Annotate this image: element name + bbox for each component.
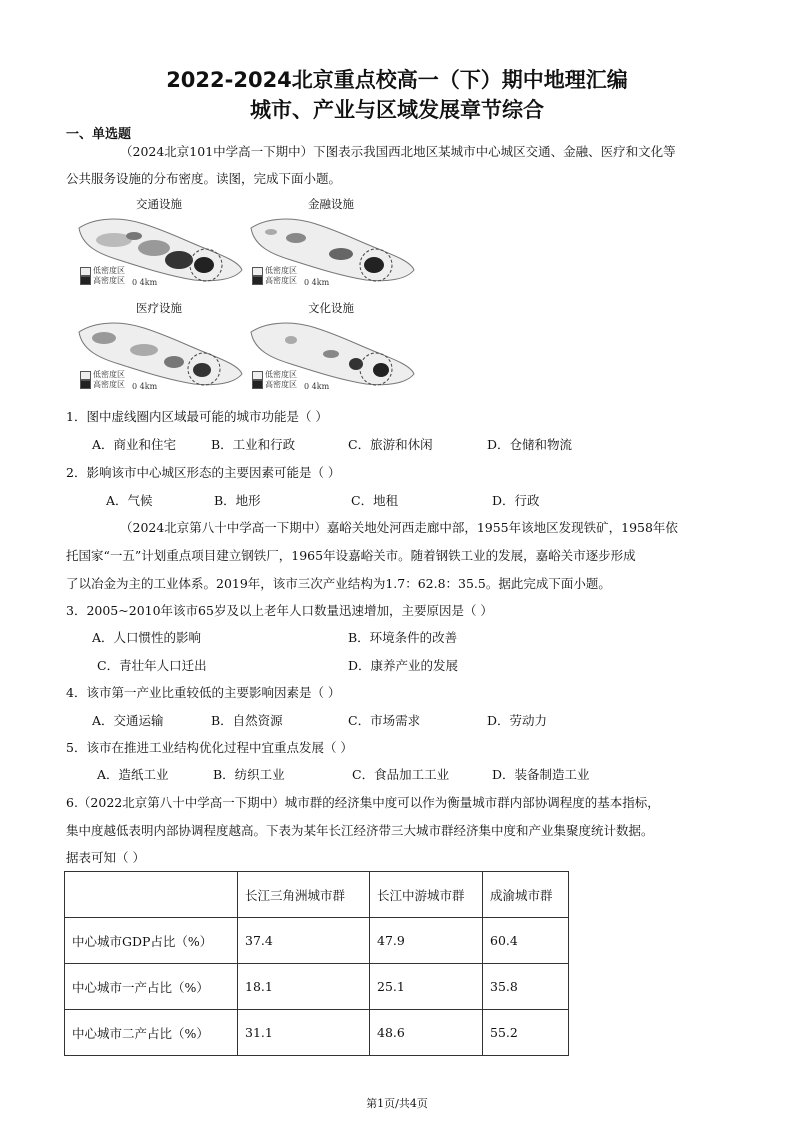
q2-option-b: B．地形 <box>214 493 261 508</box>
q1-option-c: C．旅游和休闲 <box>348 437 433 452</box>
table-cell: 25.1 <box>370 964 483 1010</box>
table-cell: 31.1 <box>238 1010 370 1056</box>
map-title: 文化设施 <box>308 301 354 315</box>
map-panel-culture <box>246 302 416 394</box>
intro2-line1: （2024北京第八十中学高一下期中）嘉峪关地处河西走廊中部，1955年该地区发现铁矿，1958年依 <box>120 520 678 535</box>
legend-low-label: 低密度区 <box>265 266 297 275</box>
table-cell: 中心城市二产占比（%） <box>65 1010 238 1056</box>
map-scale: 0 4km <box>132 382 158 391</box>
table-cell: 60.4 <box>483 918 569 964</box>
table-header-cell <box>65 872 238 918</box>
q2-option-d: D．行政 <box>492 493 540 508</box>
question-5-stem: 5．该市在推进工业结构优化过程中宜重点发展（ ） <box>66 740 353 755</box>
q2-option-c: C．地租 <box>351 493 399 508</box>
legend-low-label: 低密度区 <box>265 370 297 379</box>
table-cell: 18.1 <box>238 964 370 1010</box>
q5-option-a: A．造纸工业 <box>97 767 169 782</box>
table-header-cell: 长江中游城市群 <box>370 872 483 918</box>
q5-option-c: C．食品加工工业 <box>352 767 450 782</box>
q5-option-d: D．装备制造工业 <box>492 767 590 782</box>
map-scale: 0 4km <box>304 382 330 391</box>
map-legend <box>80 266 125 285</box>
table-cell: 55.2 <box>483 1010 569 1056</box>
table-cell: 35.8 <box>483 964 569 1010</box>
intro2-line2: 托国家“一五”计划重点项目建立钢铁厂，1965年设嘉峪关市。随着钢铁工业的发展，嘉峪关市逐步形成 <box>66 548 636 563</box>
q3-option-b: B．环境条件的改善 <box>348 630 458 645</box>
table-cell: 47.9 <box>370 918 483 964</box>
section-heading: 一、单选题 <box>66 127 132 142</box>
map-panel-transport <box>74 198 244 290</box>
page-footer: 第1页/共4页 <box>366 1097 428 1110</box>
table-header-cell: 成渝城市群 <box>483 872 569 918</box>
intro1-line2: 公共服务设施的分布密度。读图，完成下面小题。 <box>66 171 342 186</box>
legend-high-label: 高密度区 <box>265 379 297 389</box>
q5-option-b: B．纺织工业 <box>213 767 285 782</box>
legend-high-label: 高密度区 <box>93 379 125 389</box>
question-6-line1: 6.（2022北京第八十中学高一下期中）城市群的经济集中度可以作为衡量城市群内部协调程度的基本指标， <box>66 795 660 810</box>
map-title: 金融设施 <box>308 197 354 211</box>
question-6-line2: 集中度越低表明内部协调程度越高。下表为某年长江经济带三大城市群经济集中度和产业集聚度统计数据。 <box>66 823 654 838</box>
question-3-stem: 3．2005~2010年该市65岁及以上老年人口数量迅速增加，主要原因是（ ） <box>66 603 493 618</box>
q3-option-c: C．青壮年人口迁出 <box>97 658 207 673</box>
table-header-row <box>65 872 569 918</box>
legend-low-label: 低密度区 <box>93 266 125 275</box>
map-panel-finance <box>246 198 416 290</box>
legend-high-label: 高密度区 <box>265 275 297 285</box>
intro2-line3: 了以冶金为主的工业体系。2019年，该市三次产业结构为1.7：62.8：35.5。据此完成下面小题。 <box>66 576 611 591</box>
map-panel-medical <box>74 302 244 394</box>
q1-option-a: A．商业和住宅 <box>92 437 177 452</box>
question-6-line3: 据表可知（ ） <box>66 850 145 865</box>
table-row <box>65 918 569 964</box>
map-legend <box>80 370 125 389</box>
map-scale: 0 4km <box>304 278 330 287</box>
q1-option-d: D．仓储和物流 <box>487 437 573 452</box>
table-row <box>65 1010 569 1056</box>
legend-high-label: 高密度区 <box>93 275 125 285</box>
q1-option-b: B．工业和行政 <box>211 437 296 452</box>
page-subtitle: 城市、产业与区域发展章节综合 <box>250 98 544 122</box>
legend-low-label: 低密度区 <box>93 370 125 379</box>
map-title: 医疗设施 <box>136 301 182 315</box>
table-cell: 中心城市GDP占比（%） <box>65 918 238 964</box>
table-cell: 37.4 <box>238 918 370 964</box>
intro1-line1: （2024北京101中学高一下期中）下图表示我国西北地区某城市中心城区交通、金融、医疗和文化等 <box>120 144 676 159</box>
question-4-stem: 4．该市第一产业比重较低的主要影响因素是（ ） <box>66 685 341 700</box>
q4-option-d: D．劳动力 <box>487 713 548 728</box>
q3-option-a: A．人口惯性的影响 <box>92 630 202 645</box>
q2-option-a: A．气候 <box>106 493 153 508</box>
data-table <box>64 871 569 1056</box>
table-header-cell: 长江三角洲城市群 <box>238 872 370 918</box>
page-title: 2022-2024北京重点校高一（下）期中地理汇编 <box>166 68 628 92</box>
map-title: 交通设施 <box>136 197 182 211</box>
q3-option-d: D．康养产业的发展 <box>348 658 459 673</box>
q4-option-a: A．交通运输 <box>92 713 164 728</box>
table-cell: 48.6 <box>370 1010 483 1056</box>
q4-option-c: C．市场需求 <box>348 713 421 728</box>
question-1-stem: 1．图中虚线圈内区域最可能的城市功能是（ ） <box>66 409 328 424</box>
map-legend <box>252 266 297 285</box>
question-2-stem: 2．影响该市中心城区形态的主要因素可能是（ ） <box>66 465 341 480</box>
q4-option-b: B．自然资源 <box>211 713 283 728</box>
table-cell: 中心城市一产占比（%） <box>65 964 238 1010</box>
map-scale: 0 4km <box>132 278 158 287</box>
map-legend <box>252 370 297 389</box>
table-row <box>65 964 569 1010</box>
